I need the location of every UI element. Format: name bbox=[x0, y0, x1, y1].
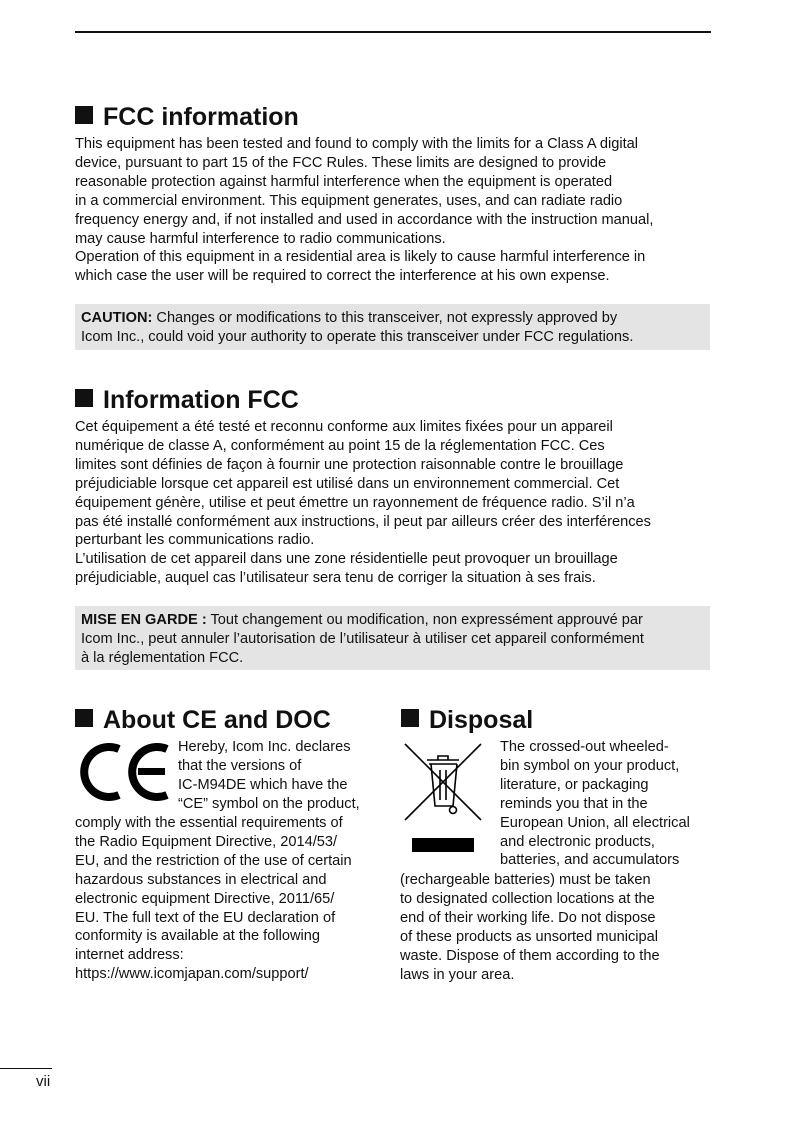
ce-mark-icon bbox=[75, 741, 171, 803]
fcc-caution-box bbox=[75, 304, 710, 350]
ce-line: conformity is available at the following bbox=[75, 928, 320, 945]
fcc-caution-line bbox=[81, 309, 704, 328]
page-number: vii bbox=[36, 1073, 51, 1090]
fcc-caution-line: Icom Inc., could void your authority to operate this transceiver under FCC regulations. bbox=[81, 328, 634, 345]
disposal-line: (rechargeable batteries) must be taken bbox=[400, 872, 651, 888]
crossed-out-wheelie-bin-icon bbox=[403, 742, 483, 822]
fcc-fr-caution-line: à la réglementation FCC. bbox=[81, 649, 244, 666]
fcc-line: This equipment has been tested and found to comply with the limits for a Class A digital bbox=[75, 136, 638, 152]
fcc-fr-line: pas été installé conformément aux instructions, il peut par ailleurs créer des interférences bbox=[75, 513, 651, 530]
fcc-line: which case the user will be required to correct the interference at his own expense. bbox=[75, 268, 610, 285]
ce-line: the Radio Equipment Directive, 2014/53/ bbox=[75, 833, 338, 850]
square-bullet-icon bbox=[75, 389, 93, 407]
fcc-caution-label: CAUTION: bbox=[81, 310, 153, 326]
ce-line: internet address: bbox=[75, 947, 184, 964]
disposal-line: European Union, all electrical bbox=[500, 814, 690, 831]
disposal-line: waste. Dispose of them according to the bbox=[400, 947, 660, 964]
fcc-caution-text: Changes or modifications to this transceiver, not expressly approved by bbox=[152, 310, 618, 326]
fcc-fr-line: Cet équipement a été testé et reconnu conforme aux limites fixées pour un appareil bbox=[75, 419, 613, 435]
disposal-line: bin symbol on your product, bbox=[500, 757, 680, 774]
ce-line: that the versions of bbox=[178, 757, 302, 774]
fcc-line: reasonable protection against harmful interference when the equipment is operated bbox=[75, 173, 613, 190]
bin-underline-bar bbox=[412, 838, 474, 852]
fcc-fr-caution-line bbox=[81, 611, 704, 630]
disposal-line: of these products as unsorted municipal bbox=[400, 928, 658, 945]
disposal-line: The crossed-out wheeled- bbox=[500, 739, 669, 755]
fcc-fr-body bbox=[75, 418, 651, 588]
ce-line: comply with the essential requirements of bbox=[75, 815, 343, 831]
top-rule bbox=[75, 31, 711, 33]
fcc-fr-line: préjudiciable lorsque cet appareil est utilisé dans un environnement commercial. Cet bbox=[75, 475, 620, 492]
ce-line: hazardous substances in electrical and bbox=[75, 871, 327, 888]
disposal-heading bbox=[401, 705, 533, 735]
fcc-line: Operation of this equipment in a residential area is likely to cause harmful interference in bbox=[75, 249, 646, 266]
ce-line: EU, and the restriction of the use of certain bbox=[75, 852, 352, 869]
fcc-fr-caution-text: Tout changement ou modification, non expressément approuvé par bbox=[206, 612, 643, 628]
ce-text-beside bbox=[178, 738, 360, 814]
disposal-heading-text: Disposal bbox=[429, 706, 534, 734]
fcc-line: device, pursuant to part 15 of the FCC Rules. These limits are designed to provide bbox=[75, 154, 607, 171]
fcc-fr-caution-box bbox=[75, 606, 710, 670]
ce-text-below bbox=[75, 814, 352, 984]
fcc-fr-heading-text: Information FCC bbox=[103, 386, 299, 414]
ce-heading-text: About CE and DOC bbox=[103, 706, 331, 734]
disposal-text-below bbox=[400, 871, 660, 984]
fcc-line: frequency energy and, if not installed and used in accordance with the instruction manual, bbox=[75, 211, 654, 228]
square-bullet-icon bbox=[75, 709, 93, 727]
ce-line: electronic equipment Directive, 2011/65/ bbox=[75, 890, 335, 907]
fcc-heading bbox=[75, 102, 299, 132]
square-bullet-icon bbox=[401, 709, 419, 727]
disposal-line: reminds you that in the bbox=[500, 795, 648, 812]
disposal-line: literature, or packaging bbox=[500, 776, 649, 793]
fcc-fr-line: équipement génère, utilise et peut émettre un rayonnement de fréquence radio. S’il n’a bbox=[75, 494, 635, 511]
disposal-line: and electronic products, bbox=[500, 833, 655, 850]
ce-line: EU. The full text of the EU declaration of bbox=[75, 909, 336, 926]
fcc-fr-line: L’utilisation de cet appareil dans une zone résidentielle peut provoquer un brouillage bbox=[75, 551, 618, 568]
ce-line: “CE” symbol on the product, bbox=[178, 795, 360, 812]
fcc-line: in a commercial environment. This equipment generates, uses, and can radiate radio bbox=[75, 192, 623, 209]
fcc-fr-caution-line: Icom Inc., peut annuler l’autorisation de l’utilisateur à utiliser cet appareil conformément bbox=[81, 630, 644, 647]
fcc-line: may cause harmful interference to radio communications. bbox=[75, 230, 446, 247]
fcc-fr-line: préjudiciable, auquel cas l’utilisateur sera tenu de corriger la situation à ses frais. bbox=[75, 570, 596, 587]
fcc-fr-caution-label: MISE EN GARDE : bbox=[81, 612, 207, 628]
disposal-line: end of their working life. Do not dispose bbox=[400, 909, 656, 926]
fcc-fr-heading bbox=[75, 385, 299, 415]
fcc-body bbox=[75, 135, 653, 286]
square-bullet-icon bbox=[75, 106, 93, 124]
fcc-fr-line: limites sont définies de façon à fournir une protection raisonnable contre le brouillage bbox=[75, 456, 624, 473]
ce-heading bbox=[75, 705, 331, 735]
footer-rule bbox=[0, 1068, 52, 1069]
disposal-line: to designated collection locations at the bbox=[400, 890, 655, 907]
disposal-line: batteries, and accumulators bbox=[500, 852, 680, 869]
fcc-fr-line: perturbant les communications radio. bbox=[75, 532, 315, 549]
ce-line: IC-M94DE which have the bbox=[178, 776, 348, 793]
fcc-fr-line: numérique de classe A, conformément au point 15 de la réglementation FCC. Ces bbox=[75, 437, 605, 454]
ce-line: Hereby, Icom Inc. declares bbox=[178, 739, 351, 755]
disposal-line: laws in your area. bbox=[400, 966, 515, 983]
fcc-heading-text: FCC information bbox=[103, 103, 299, 131]
ce-line: https://www.icomjapan.com/support/ bbox=[75, 966, 309, 983]
disposal-text-beside bbox=[500, 738, 690, 870]
